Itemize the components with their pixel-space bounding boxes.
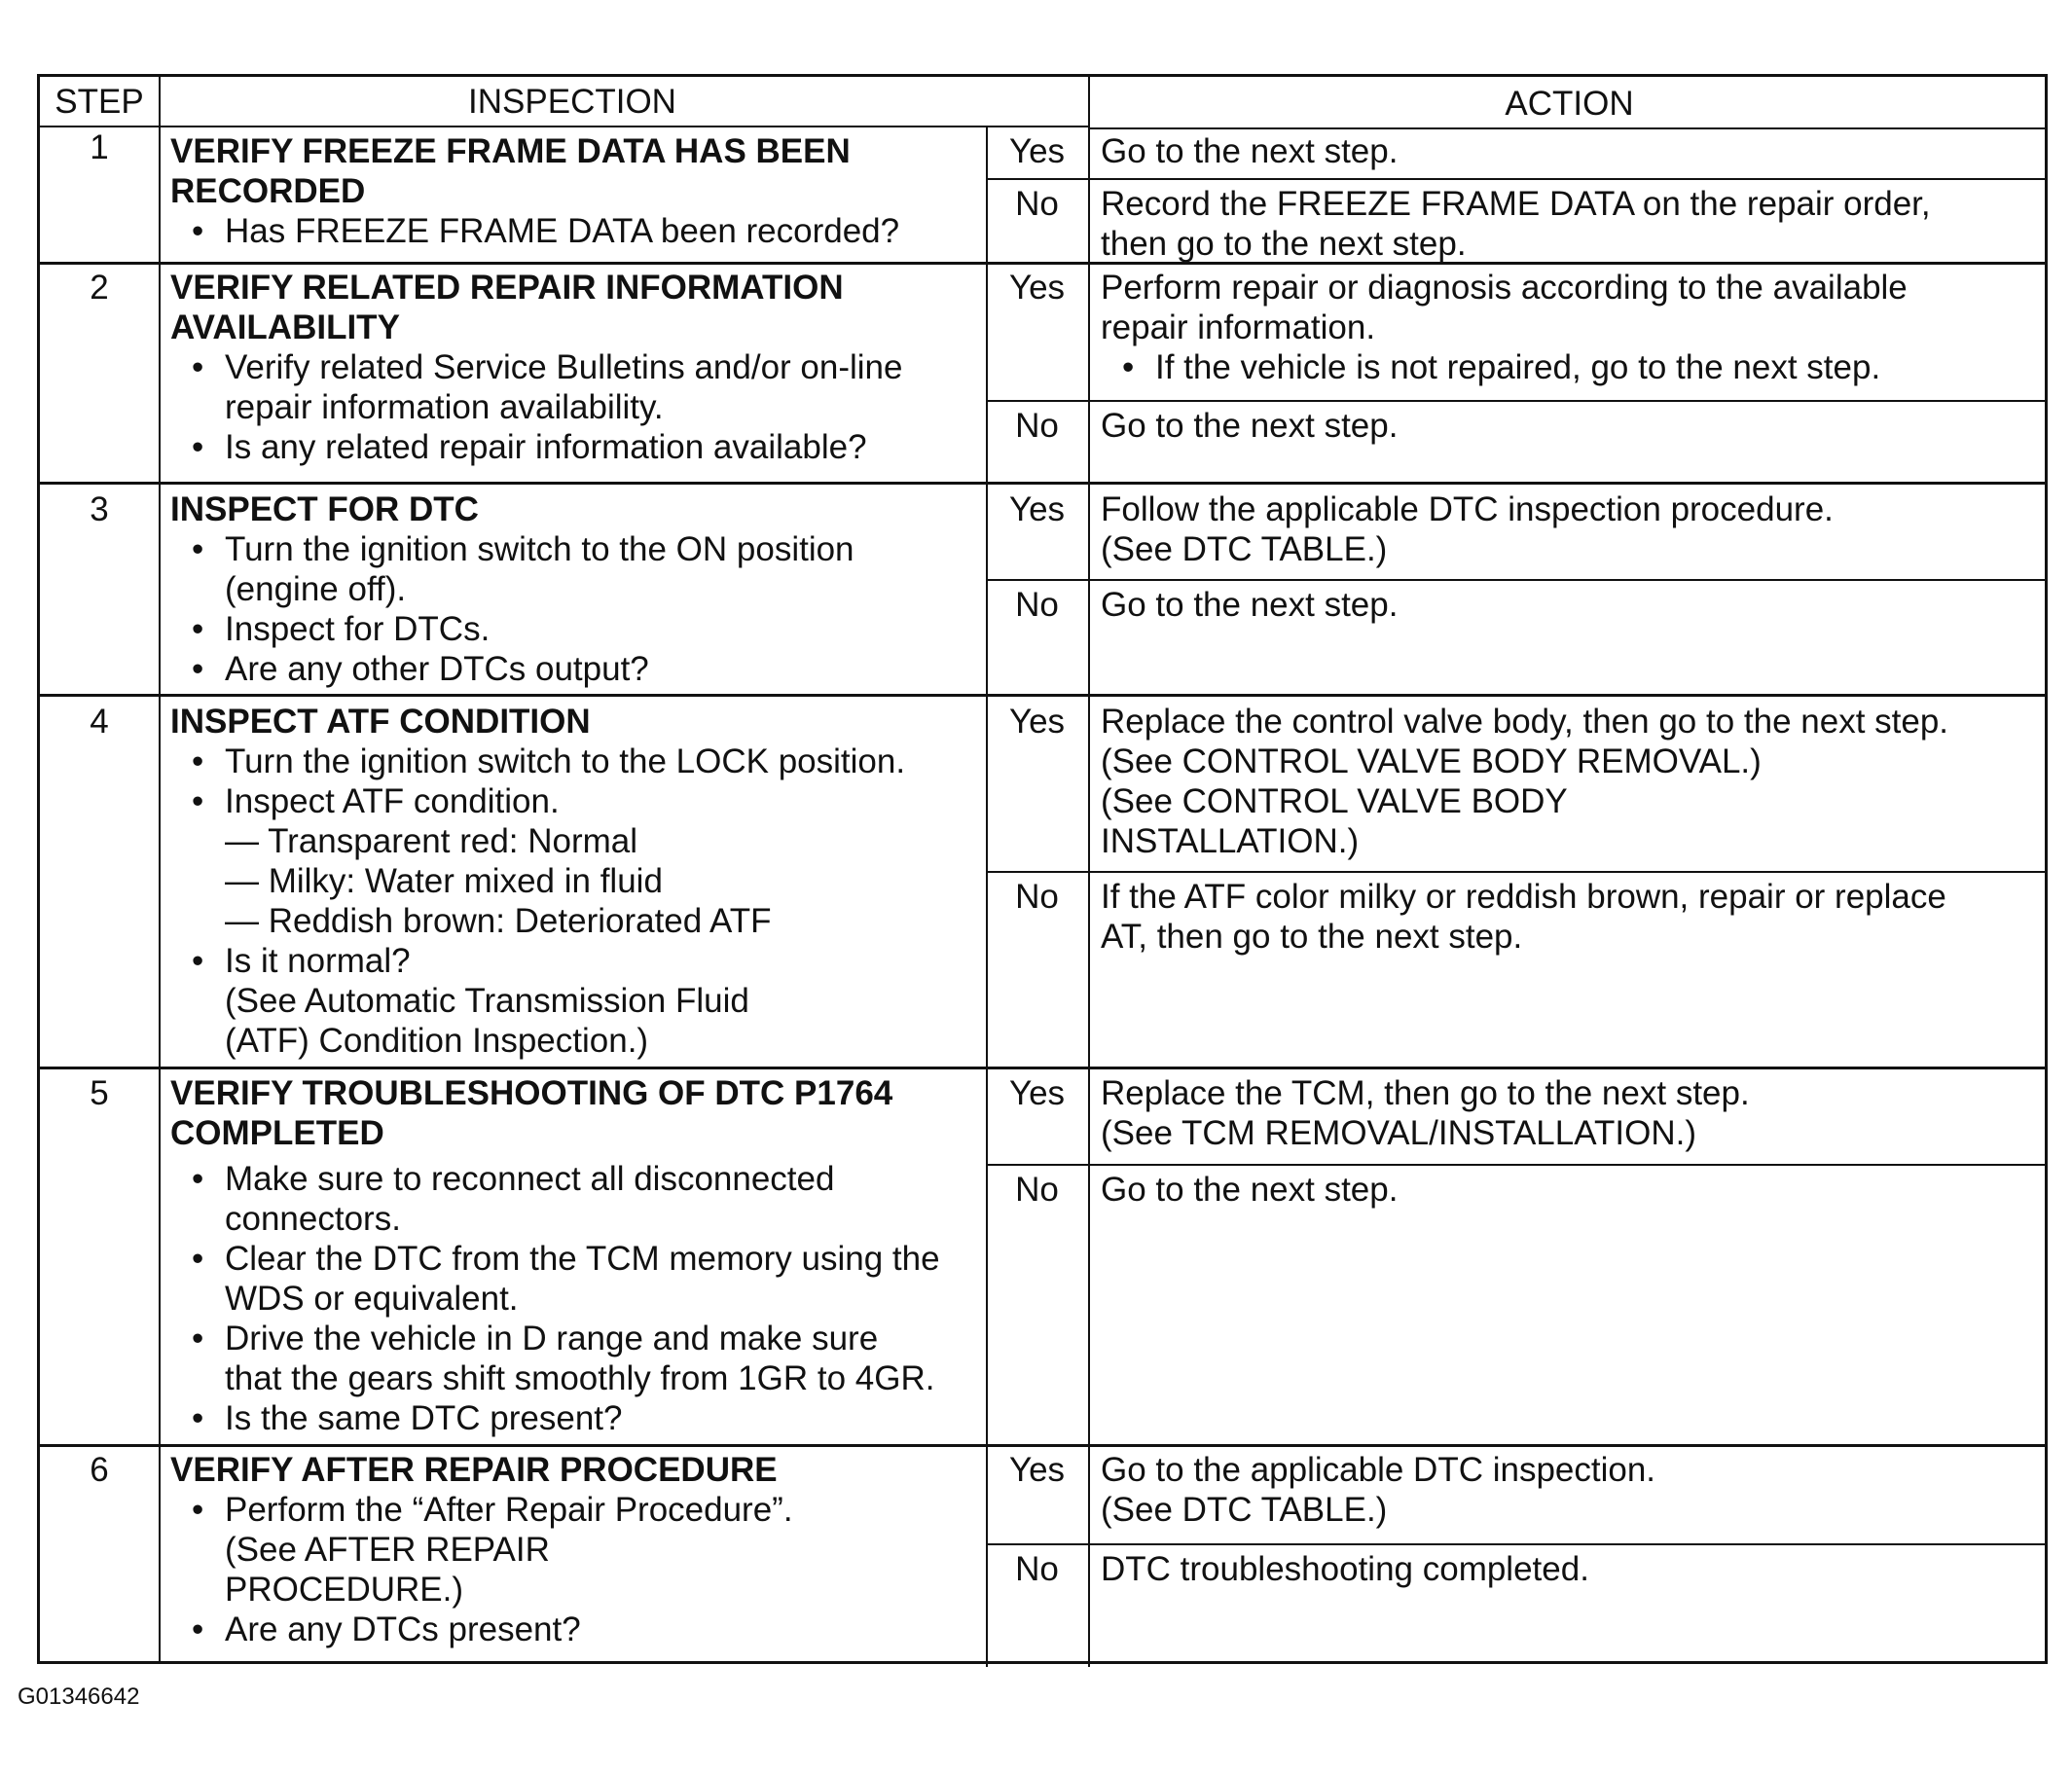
action-no: DTC troubleshooting completed.	[1101, 1550, 1589, 1588]
inspection-cell	[170, 489, 854, 689]
header-inspection: INSPECTION	[468, 83, 676, 121]
inspection-title: INSPECT ATF CONDITION	[170, 703, 591, 741]
inspection-bullet: • Drive the vehicle in D range and make sure that the gears shift smoothly from 1GR to 4GR.	[170, 1319, 940, 1398]
inspection-bullets	[170, 941, 905, 1061]
answer-no: No	[1015, 185, 1059, 223]
inspection-cell	[170, 702, 905, 1061]
inspection-cell	[170, 131, 899, 251]
inspection-bullets	[170, 211, 899, 251]
action-yes: Replace the TCM, then go to the next step. (See TCM REMOVAL/INSTALLATION.)	[1101, 1074, 1750, 1152]
inspection-bullet: • Are any other DTCs output?	[170, 649, 854, 689]
rule-yesno-4	[986, 871, 2045, 873]
inspection-bullets	[170, 347, 902, 467]
inspection-title: VERIFY AFTER REPAIR PROCEDURE	[170, 1451, 778, 1489]
action-yes: Perform repair or diagnosis according to the available repair information. • If the vehicle is not repaired, go to the next step.	[1101, 268, 1908, 387]
action-yes: Follow the applicable DTC inspection procedure. (See DTC TABLE.)	[1101, 490, 1834, 568]
inspection-bullet: • Is the same DTC present?	[170, 1398, 940, 1438]
rule-step-5	[40, 1444, 2045, 1447]
inspection-bullets	[170, 529, 854, 689]
action-no: Go to the next step.	[1101, 407, 1399, 445]
answer-yes: Yes	[1008, 1451, 1066, 1489]
inspection-bullet: • Turn the ignition switch to the LOCK position.	[170, 742, 905, 781]
rule-step-3	[40, 694, 2045, 697]
answer-no: No	[1015, 586, 1059, 624]
inspection-bullets	[170, 1159, 940, 1438]
inspection-title: VERIFY RELATED REPAIR INFORMATION AVAILABILITY	[170, 269, 844, 346]
action-yes: Replace the control valve body, then go to the next step. (See CONTROL VALVE BODY REMOVAL.) (See CONTROL VALVE BODY INSTALLATION.)	[1101, 703, 1949, 860]
header-action: ACTION	[1505, 85, 1634, 123]
rule-yesno-5	[986, 1164, 2045, 1166]
rule-yesno-3	[986, 579, 2045, 581]
answer-yes: Yes	[1008, 1074, 1066, 1112]
rule-step-2	[40, 482, 2045, 485]
inspection-bullet: • Clear the DTC from the TCM memory using the WDS or equivalent.	[170, 1239, 940, 1319]
step-number: 4	[90, 703, 109, 741]
inspection-bullet: • Are any DTCs present?	[170, 1610, 793, 1649]
action-no: Record the FREEZE FRAME DATA on the repair order, then go to the next step.	[1101, 185, 1931, 263]
condition-item: — Reddish brown: Deteriorated ATF	[225, 902, 772, 940]
action-no: Go to the next step.	[1101, 586, 1399, 624]
answer-no: No	[1015, 1171, 1059, 1209]
step-number: 3	[90, 490, 109, 528]
answer-no: No	[1015, 878, 1059, 916]
step-number: 2	[90, 269, 109, 307]
inspection-bullet: • Inspect for DTCs.	[170, 609, 854, 649]
condition-item: — Transparent red: Normal	[225, 822, 638, 860]
answer-yes: Yes	[1008, 490, 1066, 528]
inspection-bullets	[170, 1490, 793, 1649]
rule-yesno-2	[986, 400, 2045, 402]
answer-yes: Yes	[1008, 132, 1066, 170]
inspection-bullet: • Is it normal? (See Automatic Transmission Fluid (ATF) Condition Inspection.)	[170, 941, 905, 1061]
action-bullet: • If the vehicle is not repaired, go to the next step.	[1101, 347, 1908, 387]
step-number: 5	[90, 1074, 109, 1112]
header-step: STEP	[55, 83, 144, 121]
answer-yes: Yes	[1008, 703, 1066, 741]
figure-id: G01346642	[18, 1683, 140, 1710]
step-number: 1	[90, 128, 109, 166]
troubleshooting-table	[37, 74, 2048, 1664]
rule-yesno-6	[986, 1543, 2045, 1545]
rule-yesno-1	[986, 178, 2045, 180]
inspection-bullet: • Make sure to reconnect all disconnected connectors.	[170, 1159, 940, 1239]
rule-step-4	[40, 1067, 2045, 1069]
answer-no: No	[1015, 1550, 1059, 1588]
answer-yes: Yes	[1008, 269, 1066, 307]
inspection-title: VERIFY FREEZE FRAME DATA HAS BEEN RECORDED	[170, 132, 851, 210]
inspection-cell	[170, 268, 902, 467]
inspection-title: INSPECT FOR DTC	[170, 490, 479, 528]
inspection-bullet: • Turn the ignition switch to the ON position (engine off).	[170, 529, 854, 609]
inspection-cell	[170, 1073, 940, 1438]
inspection-title: VERIFY TROUBLESHOOTING OF DTC P1764 COMPLETED	[170, 1074, 893, 1152]
rule-step-col	[159, 77, 161, 1661]
condition-list	[170, 821, 905, 941]
action-no: If the ATF color milky or reddish brown, repair or replace AT, then go to the next step.	[1101, 878, 1946, 956]
inspection-bullet: • Is any related repair information available?	[170, 427, 902, 467]
inspection-bullets	[170, 742, 905, 821]
inspection-bullet: • Has FREEZE FRAME DATA been recorded?	[170, 211, 899, 251]
inspection-bullet: • Verify related Service Bulletins and/or on-line repair information availability.	[170, 347, 902, 427]
answer-no: No	[1015, 407, 1059, 445]
action-bullets	[1101, 347, 1908, 387]
action-yes: Go to the applicable DTC inspection. (See DTC TABLE.)	[1101, 1451, 1656, 1529]
condition-item: — Milky: Water mixed in fluid	[225, 862, 663, 900]
step-number: 6	[90, 1451, 109, 1489]
action-no: Go to the next step.	[1101, 1171, 1399, 1209]
inspection-cell	[170, 1450, 793, 1649]
inspection-bullet: • Inspect ATF condition.	[170, 781, 905, 821]
action-yes: Go to the next step.	[1101, 132, 1399, 170]
inspection-bullet: • Perform the “After Repair Procedure”. (See AFTER REPAIR PROCEDURE.)	[170, 1490, 793, 1610]
